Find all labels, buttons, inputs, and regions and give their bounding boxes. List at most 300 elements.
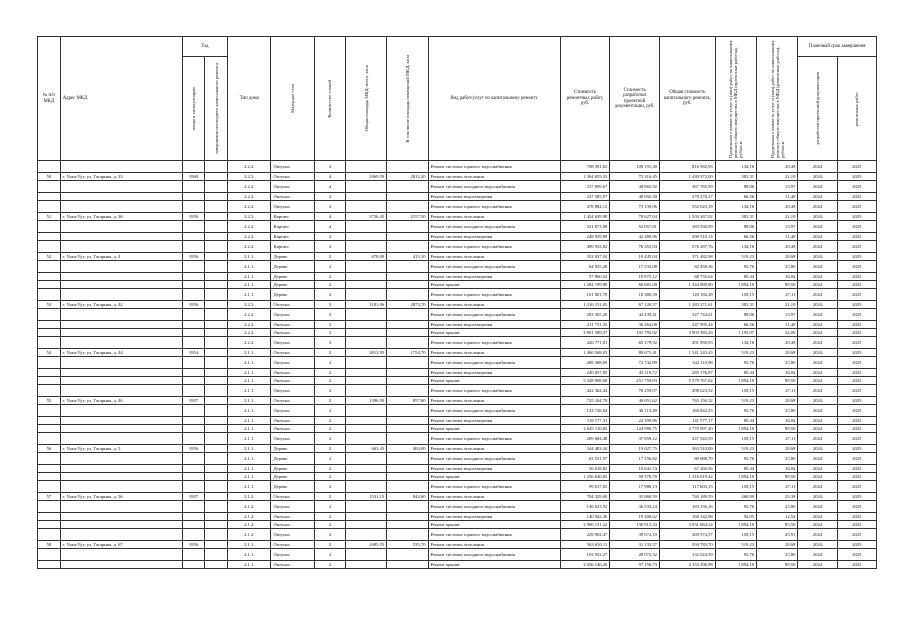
cell-planned-repair: 2025 [837,549,876,561]
cell-repair-cost: 103 952,27 [560,549,610,561]
cell-design-cost: 17 156,82 [610,453,660,465]
cell-limit-cost: 89,50 [757,473,798,481]
cell-address: г. Улан-Удэ, ул. Гагарина, д. 36 [60,213,182,221]
cell-year-commission: 1960 [182,173,205,181]
cell-planned-repair: 2025 [837,529,876,541]
cell-num [38,369,61,377]
cell-planned-design: 2024 [798,521,837,529]
cell-floors: 4 [314,181,345,193]
cell-unit-cost: 85,34 [715,273,756,281]
cell-planned-design: 2024 [798,493,837,501]
cell-repair-cost: 211 731,35 [560,321,610,329]
cell-floors: 2 [314,417,345,425]
cell-total-area [345,417,386,425]
cell-planned-repair: 2025 [837,221,876,233]
cell-year-commission: 1954 [182,349,205,357]
cell-wall-material: Октунас. [271,549,314,561]
cell-year-commission: 1956 [182,541,205,549]
cell-address [60,261,182,273]
cell-num: 57 [38,493,61,501]
cell-total-cost: 367 765,59 [659,181,715,193]
cell-total-area: 663,45 [345,445,386,453]
cell-num [38,561,61,569]
cell-design-cost: 17 533,08 [610,261,660,273]
cell-planned-design: 2024 [798,473,837,481]
cell-living-area: 535,70 [387,541,428,549]
cell-design-cost: 31 133,57 [610,541,660,549]
cell-num [38,161,61,173]
cell-living-area [387,549,428,561]
cell-design-cost: 19 027,75 [610,445,660,453]
cell-total-area [345,473,386,481]
cell-limit-cost: 28,68 [757,541,798,549]
cell-repair-cost: 331 873,88 [560,221,610,233]
cell-total-area [345,337,386,349]
cell-address [60,201,182,213]
cell-planned-repair: 2025 [837,357,876,369]
cell-work-type: Ремонт системы горячего водоснабжения [428,241,560,253]
cell-house-type: 2.1.1. [228,253,271,261]
cell-unit-cost: 66,56 [715,321,756,329]
cell-repair-cost: 140 942,36 [560,513,610,521]
cell-num [38,321,61,329]
cell-total-cost: 141 577,17 [659,417,715,425]
cell-address [60,273,182,281]
cell-living-area [387,501,428,513]
cell-repair-cost: 283 305,20 [560,309,610,321]
cell-unit-cost: 1 894,10 [715,425,756,433]
cell-house-type: 2.2.2. [228,337,271,349]
cell-work-type: Ремонт системы водоотведения [428,193,560,201]
cell-total-area [345,261,386,273]
cell-wall-material: Октунас. [271,321,314,329]
cell-planned-repair: 2025 [837,377,876,385]
cell-floors: 4 [314,161,345,173]
cell-unit-cost: 134,16 [715,337,756,349]
cell-house-type: 2.1.1. [228,445,271,453]
cell-planned-repair: 2025 [837,241,876,253]
cell-planned-repair: 2025 [837,273,876,281]
cell-num: 55 [38,397,61,405]
cell-year-last-repair [205,321,228,329]
cell-address [60,385,182,397]
cell-repair-cost: 1 460 568,03 [560,349,610,357]
cell-living-area [387,181,428,193]
cell-num [38,433,61,445]
cell-planned-repair: 2025 [837,201,876,213]
cell-house-type: 2.2.2. [228,173,271,181]
cell-house-type: 2.2.2. [228,309,271,321]
cell-work-type: Ремонт системы холодного водоснабжения [428,549,560,561]
cell-repair-cost: 119 177,31 [560,417,610,425]
cell-limit-cost: 89,50 [757,425,798,433]
cell-living-area [387,561,428,569]
cell-repair-cost: 56 618,82 [560,465,610,473]
cell-planned-repair: 2025 [837,521,876,529]
cell-planned-repair: 2025 [837,321,876,329]
cell-num [38,405,61,417]
cell-repair-cost: 1 364 655,53 [560,173,610,181]
cell-address [60,405,182,417]
cell-wall-material: Октунас. [271,173,314,181]
cell-total-cost: 132 024,59 [659,549,715,561]
cell-limit-cost: 20,49 [757,337,798,349]
cell-floors: 2 [314,445,345,453]
cell-design-cost: 60 681,00 [610,281,660,289]
cell-num [38,501,61,513]
cell-year-commission [182,357,205,369]
cell-year-commission [182,465,205,473]
cell-design-cost: 72 742,89 [610,357,660,369]
cell-planned-repair: 2025 [837,425,876,433]
cell-wall-material: Октунас. [271,337,314,349]
cell-unit-cost: 1 894,10 [715,377,756,385]
document-page [37,36,877,569]
cell-limit-cost: 16,04 [757,417,798,425]
cell-work-type: Ремонт системы горячего водоснабжения [428,529,560,541]
cell-planned-repair: 2025 [837,501,876,513]
cell-work-type: Ремонт крыши [428,329,560,337]
cell-planned-repair: 2025 [837,541,876,549]
cell-living-area: 2157,50 [387,213,428,221]
cell-floors: 2 [314,425,345,433]
cell-design-cost: 28 072,32 [610,549,660,561]
cell-floors: 4 [314,201,345,213]
cell-unit-cost: 1 195,07 [715,329,756,337]
cell-total-area [345,521,386,529]
cell-year-last-repair [205,549,228,561]
cell-num [38,417,61,425]
cell-total-cost: 160 142,98 [659,513,715,521]
cell-year-last-repair [205,529,228,541]
cell-repair-cost: 269 368,69 [560,357,610,369]
cell-planned-design: 2024 [798,241,837,253]
cell-planned-repair: 2025 [837,233,876,241]
cell-planned-design: 2024 [798,385,837,397]
table-row [38,193,877,201]
cell-work-type: Ремонт системы горячего водоснабжения [428,337,560,349]
cell-unit-cost: 66,56 [715,193,756,201]
cell-design-cost: 17 986,13 [610,481,660,493]
cell-planned-design: 2024 [798,213,837,221]
cell-address [60,465,182,473]
header-house-type: Тип дома [228,37,271,161]
cell-year-commission: 1956 [182,253,205,261]
cell-house-type: 2.1.1. [228,397,271,405]
cell-work-type: Ремонт системы холодного водоснабжения [428,405,560,417]
cell-repair-cost: 229 902,47 [560,529,610,541]
cell-num: 51 [38,213,61,221]
cell-limit-cost: 13,97 [757,221,798,233]
cell-repair-cost: 3 801 589,37 [560,329,610,337]
cell-work-type: Ремонт системы водоотведения [428,465,560,473]
table-row [38,405,877,417]
table-row [38,233,877,241]
cell-planned-design: 2024 [798,309,837,321]
cell-year-commission [182,549,205,561]
cell-total-area [345,321,386,329]
table-row [38,301,877,309]
cell-work-type: Ремонт системы отопления [428,397,560,405]
cell-work-type: Ремонт крыши [428,521,560,529]
cell-total-cost: 498 623,52 [659,385,715,397]
cell-total-cost: 363 510,09 [659,445,715,453]
cell-num [38,357,61,369]
table-row [38,473,877,481]
cell-design-cost: 18 380,58 [610,289,660,301]
cell-work-type: Ремонт системы отопления [428,349,560,357]
cell-design-cost: 35 860,59 [610,493,660,501]
cell-year-commission: 1959 [182,213,205,221]
cell-total-cost: 1 541 243,43 [659,349,715,357]
cell-year-commission [182,181,205,193]
header-work-type: Вид работ/услуг по капитальному ремонту [428,37,560,161]
cell-address [60,473,182,481]
cell-year-last-repair [205,397,228,405]
cell-total-area [345,221,386,233]
cell-living-area: 2873,70 [387,301,428,309]
cell-design-cost: 73 139,06 [610,201,660,213]
cell-work-type: Ремонт системы холодного водоснабжения [428,501,560,513]
cell-limit-cost: 28,68 [757,445,798,453]
cell-floors: 2 [314,397,345,405]
cell-planned-design: 2024 [798,377,837,385]
repair-table [37,36,877,569]
cell-unit-cost: 95,76 [715,357,756,369]
table-body [38,161,877,569]
cell-house-type: 2.2.2. [228,201,271,213]
cell-num [38,273,61,281]
cell-limit-cost: 32,00 [757,329,798,337]
cell-living-area [387,281,428,289]
cell-living-area [387,337,428,349]
cell-year-commission [182,385,205,397]
cell-year-commission [182,221,205,233]
cell-total-area [345,201,386,213]
cell-num: 56 [38,445,61,453]
cell-num [38,521,61,529]
cell-work-type: Ремонт крыши [428,425,560,433]
cell-floors: 2 [314,385,345,397]
cell-year-last-repair [205,541,228,549]
table-row [38,521,877,529]
cell-total-area [345,281,386,289]
cell-work-type: Ремонт системы горячего водоснабжения [428,289,560,301]
cell-work-type: Ремонт системы холодного водоснабжения [428,261,560,273]
cell-house-type: 2.1.1. [228,369,271,377]
header-design-cost: Стоимость разработки проектной документации, руб. [610,37,660,161]
cell-planned-repair: 2025 [837,397,876,405]
cell-floors: 2 [314,433,345,445]
cell-work-type: Ремонт системы горячего водоснабжения [428,385,560,397]
table-row [38,541,877,549]
cell-total-area [345,289,386,301]
table-row [38,465,877,473]
cell-design-cost: 67 120,57 [610,301,660,309]
cell-num [38,181,61,193]
cell-house-type: 2.1.2. [228,493,271,501]
cell-floors: 4 [314,221,345,233]
cell-address [60,321,182,329]
cell-limit-cost: 25,86 [757,549,798,561]
cell-repair-cost: 133 728,84 [560,405,610,417]
cell-unit-cost: 89,06 [715,181,756,193]
cell-house-type: 2.1.1. [228,405,271,417]
cell-repair-cost: 1 216 151,05 [560,301,610,309]
cell-work-type: Ремонт крыши [428,473,560,481]
cell-num: 50 [38,173,61,181]
cell-total-area [345,453,386,465]
cell-design-cost: 36 533,24 [610,501,660,513]
cell-planned-repair: 2025 [837,281,876,289]
cell-total-area: 3181,06 [345,301,386,309]
cell-design-cost: 124 986,75 [610,425,660,433]
cell-living-area [387,513,428,521]
cell-living-area [387,473,428,481]
cell-wall-material: Октунас. [271,309,314,321]
cell-planned-design: 2024 [798,221,837,233]
cell-living-area [387,405,428,417]
cell-limit-cost: 11,40 [757,321,798,329]
cell-house-type: 2.2.2. [228,193,271,201]
cell-floors: 2 [314,253,345,261]
cell-unit-cost: 150,15 [715,385,756,397]
cell-year-last-repair [205,465,228,473]
cell-year-last-repair [205,261,228,273]
table-row [38,425,877,433]
cell-year-commission [182,337,205,349]
cell-total-cost: 269 574,57 [659,529,715,541]
cell-total-area [345,161,386,173]
table-row [38,161,877,173]
cell-year-commission [182,261,205,273]
cell-total-area: 1396,50 [345,397,386,405]
cell-wall-material: Октунас. [271,501,314,513]
cell-address [60,369,182,377]
cell-wall-material: Октунас. [271,201,314,213]
cell-unit-cost: 382,31 [715,173,756,181]
cell-address: г. Улан-Удэ, ул. Гагарина, д. 56 [60,493,182,501]
cell-total-cost: 290 510,14 [659,233,715,241]
cell-house-type: 2.1.2. [228,521,271,529]
cell-year-last-repair [205,481,228,493]
cell-limit-cost: 89,50 [757,561,798,569]
cell-living-area [387,465,428,473]
cell-wall-material: Октунас. [271,329,314,337]
cell-planned-repair: 2025 [837,369,876,377]
cell-design-cost: 108 191,30 [610,161,660,173]
cell-unit-cost: 519,23 [715,397,756,405]
cell-limit-cost: 25,86 [757,405,798,417]
cell-year-last-repair [205,445,228,453]
cell-design-cost: 75 316,45 [610,173,660,181]
cell-total-area: 1085,55 [345,541,386,549]
cell-address [60,329,182,337]
cell-planned-repair: 2025 [837,385,876,397]
cell-unit-cost: 519,23 [715,541,756,549]
cell-planned-design: 2024 [798,425,837,433]
cell-work-type: Ремонт системы водоотведения [428,513,560,521]
cell-year-commission [182,309,205,321]
header-year-last-repair: завершения последнего капитального ремонта [213,63,219,154]
cell-design-cost: 36 264,08 [610,321,660,329]
cell-repair-cost: 2 056 140,26 [560,561,610,569]
cell-total-area [345,377,386,385]
cell-planned-repair: 2025 [837,289,876,301]
cell-unit-cost: 66,56 [715,233,756,241]
cell-planned-repair: 2025 [837,561,876,569]
cell-planned-design: 2024 [798,349,837,357]
cell-address [60,233,182,241]
cell-total-area [345,481,386,493]
table-row [38,357,877,369]
cell-planned-repair: 2025 [837,481,876,493]
cell-work-type: Ремонт системы отопления [428,173,560,181]
cell-limit-cost: 27,11 [757,481,798,493]
cell-planned-repair: 2025 [837,309,876,321]
cell-total-area [345,309,386,321]
table-row [38,369,877,377]
cell-floors: 4 [314,233,345,241]
cell-total-cost: 1 316 019,42 [659,473,715,481]
cell-unit-cost: 92,05 [715,513,756,521]
header-limit-cost: Предельная стоимость услуг и (или) работ по капитальному ремонту общего имущества в МКД (ремонтные работы), руб/кв.м [769,39,785,158]
cell-num [38,549,61,561]
cell-address [60,181,182,193]
cell-repair-cost: 708 391,63 [560,161,610,173]
cell-living-area [387,161,428,173]
cell-repair-cost: 146 623,92 [560,501,610,513]
cell-num [38,513,61,521]
cell-year-commission: 1956 [182,301,205,309]
cell-living-area [387,221,428,233]
cell-planned-design: 2024 [798,261,837,273]
cell-wall-material: Октунас. [271,493,314,501]
header-planned-repair: ремонтных работ [854,91,860,126]
cell-floors: 3 [314,337,345,349]
cell-num: 52 [38,253,61,261]
cell-year-commission [182,273,205,281]
table-row [38,329,877,337]
cell-year-commission [182,377,205,385]
cell-design-cost: 80 675,41 [610,349,660,357]
cell-year-commission [182,241,205,253]
cell-address [60,241,182,253]
cell-planned-repair: 2025 [837,445,876,453]
cell-wall-material: Кирпич [271,221,314,233]
cell-total-cost: 120 182,28 [659,289,715,301]
cell-total-area: 3369,59 [345,173,386,181]
cell-address [60,193,182,201]
cell-limit-cost: 21,10 [757,213,798,221]
cell-work-type: Ремонт системы водоотведения [428,233,560,241]
header-address: Адрес МКД [60,37,182,161]
cell-total-cost: 816 582,93 [659,161,715,173]
cell-total-cost: 183 156,16 [659,501,715,513]
cell-unit-cost: 134,16 [715,241,756,253]
cell-total-area: 678,00 [345,253,386,261]
cell-planned-design: 2024 [798,417,837,425]
cell-year-last-repair [205,253,228,261]
cell-house-type: 2.2.2. [228,213,271,221]
cell-address: г. Улан-Удэ, ул. Гагарина, д. 42 [60,301,182,309]
cell-limit-cost: 13,97 [757,309,798,321]
cell-floors: 2 [314,357,345,369]
cell-planned-design: 2024 [798,397,837,405]
cell-work-type: Ремонт системы отопления [428,493,560,501]
cell-work-type: Ремонт системы холодного водоснабжения [428,181,560,193]
cell-unit-cost: 382,31 [715,301,756,309]
